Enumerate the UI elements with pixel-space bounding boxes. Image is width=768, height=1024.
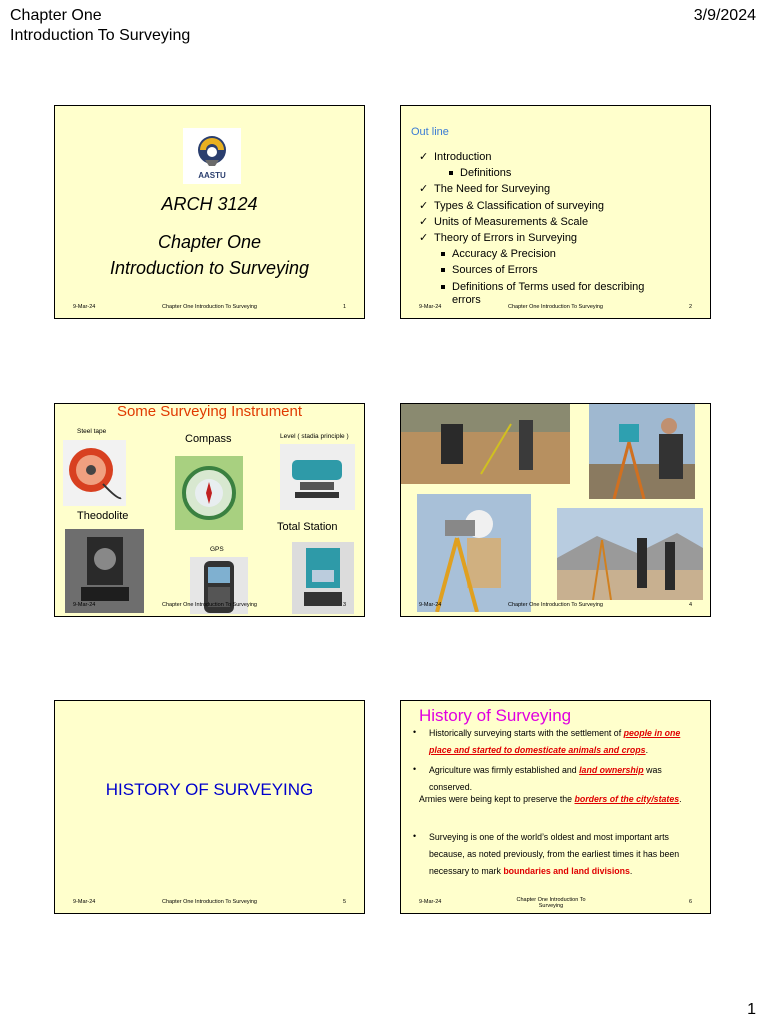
outline-subitem: Accuracy & Precision bbox=[441, 246, 644, 262]
footer-page: 5 bbox=[342, 899, 346, 905]
footer-title: Chapter One Introduction To Surveying bbox=[508, 602, 603, 608]
footer-date: 9-Mar-24 bbox=[73, 899, 96, 905]
slide-6 bbox=[400, 700, 711, 914]
outline-subitem: Sources of Errors bbox=[441, 262, 644, 278]
outline-heading: Out line bbox=[411, 126, 449, 138]
theodolite-image bbox=[65, 529, 144, 613]
outline-list bbox=[419, 149, 644, 306]
gps-label: GPS bbox=[210, 546, 224, 553]
page-number: 1 bbox=[747, 1001, 756, 1018]
total-station-operator-photo bbox=[589, 404, 695, 499]
history-title: HISTORY OF SURVEYING bbox=[105, 780, 314, 799]
history-heading: History of Surveying bbox=[419, 706, 572, 725]
engineer-with-level-photo bbox=[417, 494, 531, 612]
level-label: Level ( stadia principle ) bbox=[280, 433, 349, 440]
steel-tape-label: Steel tape bbox=[77, 428, 107, 435]
header-title: Introduction To Surveying bbox=[10, 27, 191, 44]
instrument-title: Some Surveying Instrument bbox=[116, 403, 303, 420]
header-date: 3/9/2024 bbox=[693, 7, 756, 24]
history-bullet-2: • Agriculture was firmly established and land ownership was conserved. bbox=[413, 764, 662, 792]
slide-5 bbox=[54, 700, 365, 914]
footer-date: 9-Mar-24 bbox=[419, 899, 442, 905]
history-bullet-1: • Historically surveying starts with the settlement of people in one place and started to domesticate animals and crops. bbox=[413, 727, 681, 755]
history-bullet-3: Armies were being kept to preserve the borders of the city/states. bbox=[419, 794, 682, 804]
footer-date: 9-Mar-24 bbox=[419, 602, 442, 608]
logo-text: AASTU bbox=[198, 171, 226, 180]
outline-subitem: Definitions bbox=[449, 165, 644, 181]
outline-item: ✓ Units of Measurements & Scale bbox=[419, 214, 644, 230]
steel-tape-image bbox=[63, 440, 126, 506]
footer-page: 4 bbox=[688, 602, 692, 608]
footer-page: 6 bbox=[688, 899, 692, 905]
slide1-subtitle: Introduction to Surveying bbox=[109, 258, 310, 278]
footer-date: 9-Mar-24 bbox=[419, 304, 442, 310]
footer-page: 2 bbox=[688, 304, 692, 310]
course-code: ARCH 3124 bbox=[161, 194, 258, 214]
slide-1 bbox=[54, 105, 365, 319]
outline-item: ✓ Introduction bbox=[419, 149, 644, 165]
footer-date: 9-Mar-24 bbox=[73, 602, 96, 608]
compass-image bbox=[175, 456, 243, 530]
outline-item: ✓ Theory of Errors in Surveying bbox=[419, 230, 644, 246]
history-bullet-4: • Surveying is one of the world’s oldest and most important arts because, as noted previously, from the earliest times it has been necessary to mark boundaries and land divisions. bbox=[413, 831, 680, 876]
footer-title: Chapter One Introduction To Surveying bbox=[516, 897, 586, 909]
footer-page: 1 bbox=[342, 304, 346, 310]
survey-team-photo bbox=[557, 508, 703, 600]
compass-label: Compass bbox=[185, 433, 232, 445]
outline-item: ✓ Types & Classification of surveying bbox=[419, 198, 644, 214]
slide-3 bbox=[54, 403, 365, 617]
slide-2 bbox=[400, 105, 711, 319]
footer-title: Chapter One Introduction To Surveying bbox=[508, 304, 603, 310]
footer-title: Chapter One Introduction To Surveying bbox=[162, 304, 257, 310]
outline-item: ✓ The Need for Surveying bbox=[419, 181, 644, 197]
aastu-logo bbox=[183, 128, 241, 184]
footer-title: Chapter One Introduction To Surveying bbox=[162, 899, 257, 905]
total-station-label: Total Station bbox=[277, 521, 338, 533]
slide-4 bbox=[400, 403, 711, 617]
theodolite-label: Theodolite bbox=[77, 510, 129, 522]
level-image bbox=[280, 444, 355, 510]
footer-date: 9-Mar-24 bbox=[73, 304, 96, 310]
header-chapter: Chapter One bbox=[10, 7, 102, 24]
outline-subitem-cont: errors bbox=[452, 293, 481, 306]
footer-page: 3 bbox=[342, 602, 346, 608]
outline-subitem: Definitions of Terms used for describing bbox=[441, 279, 644, 295]
footer-title: Chapter One Introduction To Surveying bbox=[162, 602, 257, 608]
slide1-chapter: Chapter One bbox=[157, 232, 262, 252]
field-survey-photo bbox=[401, 404, 570, 484]
